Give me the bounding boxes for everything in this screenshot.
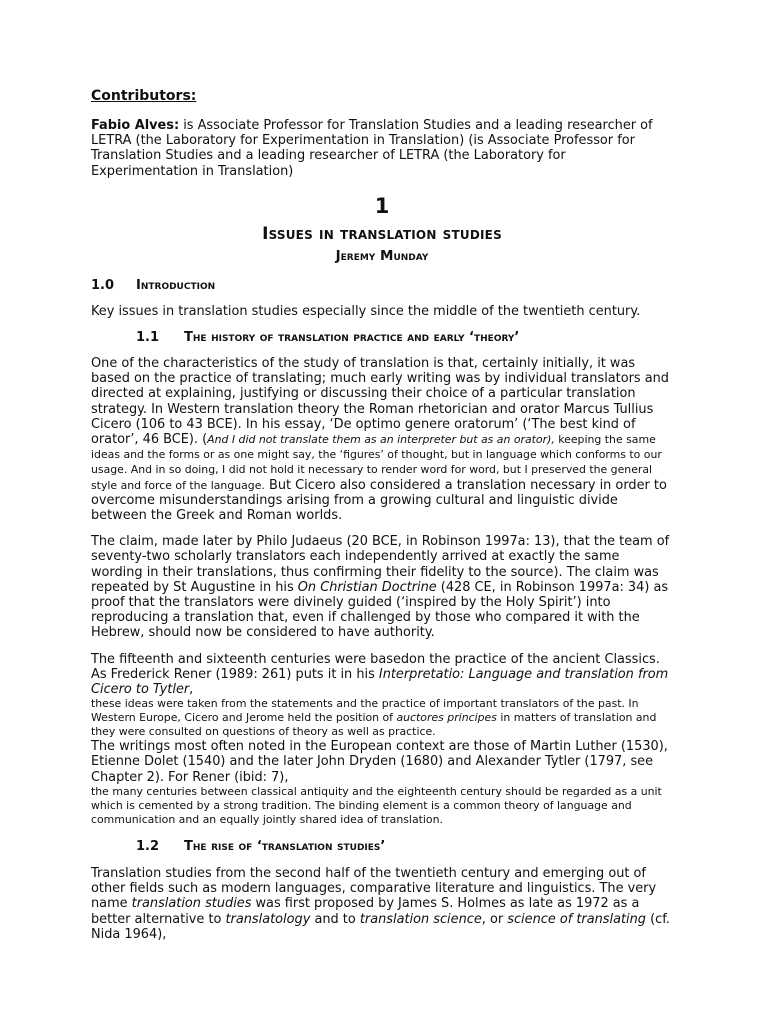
quote-text: keeping the same ideas and the forms or as one might say, the ‘figures’ of thought, but in language which conforms to our usage. And in so doing, I did not hold it necessary to render word for word, but I preserved the general style and force of the language. bbox=[91, 433, 662, 492]
paragraph-cicero bbox=[91, 356, 673, 523]
block-quote-rener bbox=[91, 697, 673, 739]
quote-text: in matters of translation and they were consulted on questions of theory as well as practice. bbox=[91, 711, 657, 739]
chapter-author: Jeremy Munday bbox=[335, 247, 429, 264]
section-heading-1-2 bbox=[91, 838, 673, 855]
paragraph-text: But Cicero also considered a translation necessary in order to overcome misunderstandings arising from a growing cultural and linguistic divide between the Greek and Roman worlds. bbox=[91, 477, 667, 524]
quote-italic: And I did not translate them as an interpreter but as an orator), bbox=[207, 433, 555, 447]
section-heading-1-1 bbox=[91, 329, 673, 346]
block-quote-centuries: the many centuries between classical antiquity and the eighteenth century should be regarded as a unit which is cemented by a strong tradition. The binding element is a common theory of language and communication and an equally jointly shared idea of translation. bbox=[91, 784, 662, 826]
term-italic: translatology bbox=[225, 911, 311, 927]
paragraph-writings: The writings most often noted in the European context are those of Martin Luther (1530), Etienne Dolet (1540) and the later John Dryden (1680) and Alexander Tytler (1797, see Chapter 2). For Rener (ibid: 7), bbox=[91, 739, 668, 785]
section-title: Introduction bbox=[136, 277, 216, 293]
contributor-name: Fabio Alves: bbox=[91, 118, 180, 133]
term-italic: science of translating bbox=[507, 911, 646, 927]
book-title: Interpretatio: Language and translation from Cicero to Tytler bbox=[91, 666, 669, 698]
paragraph-text: (428 CE, in Robinson 1997a: 34) as proof that the translators were divinely guided (‘inspired by the Holy Spirit’) into reproducing a translation that, even if challenged by those who compared it with the Hebrew, should now be considered to have authority. bbox=[91, 579, 669, 641]
paragraph-text: and to bbox=[310, 911, 360, 927]
paragraph-text: , bbox=[189, 682, 194, 698]
section-number: 1.2 bbox=[136, 838, 160, 854]
paragraph-text: Translation studies from the second half of the twentieth century and emerging out of other fields such as modern languages, comparative literature and linguistics. The very name bbox=[91, 865, 657, 912]
quote-italic: auctores principes bbox=[396, 711, 497, 725]
chapter-title: Issues in translation studies bbox=[262, 223, 502, 244]
paragraph-text: (cf. Nida 1964), bbox=[91, 911, 670, 942]
document-page bbox=[91, 87, 673, 942]
term-italic: translation studies bbox=[131, 896, 252, 912]
section-number: 1.0 bbox=[91, 277, 115, 293]
paragraph-text: was first proposed by James S. Holmes as late as 1972 as a better alternative to bbox=[91, 896, 640, 927]
paragraph-philo bbox=[91, 534, 673, 640]
paragraph-text: The claim, made later by Philo Judaeus (20 BCE, in Robinson 1997a: 13), that the team of seventy-two scholarly translators each independently arrived at exactly the same wording in their translations, thus confirming their fidelity to the source). The claim was repeated by St Augustine in his bbox=[91, 534, 670, 595]
contributors-heading: Contributors: bbox=[91, 88, 197, 104]
contributor-entry bbox=[91, 118, 673, 179]
paragraph-translation-studies bbox=[91, 866, 673, 942]
term-italic: translation science bbox=[359, 911, 482, 927]
paragraph-text: One of the characteristics of the study of translation is that, certainly initially, it was based on the practice of translating; much early writing was by individual translators and directed at explaining, justifying or discussing their choice of a particular translation strategy. In Western translation theory the Roman rhetorician and orator Marcus Tullius Cicero (106 to 43 BCE). In his essay, ‘De optimo genere oratorum’ (‘The best kind of orator’, 46 BCE). ( bbox=[91, 356, 669, 448]
section-heading-intro bbox=[91, 277, 673, 294]
section-number: 1.1 bbox=[136, 330, 160, 346]
book-title: On Christian Doctrine bbox=[297, 579, 437, 595]
paragraph-text: , or bbox=[481, 911, 508, 927]
section-title: The history of translation practice and early ‘theory’ bbox=[184, 330, 520, 346]
section-title: The rise of ‘translation studies’ bbox=[184, 838, 386, 854]
chapter-number: 1 bbox=[374, 193, 390, 218]
quote-text: these ideas were taken from the statements and the practice of important translators of the past. In Western Europe, Cicero and Jerome held the position of bbox=[91, 697, 639, 725]
paragraph-text: The fifteenth and sixteenth centuries were basedon the practice of the ancient Classics. As Frederick Rener (1989: 261) puts it in his bbox=[91, 651, 660, 682]
contributor-bio: is Associate Professor for Translation Studies and a leading researcher of LETRA (the Laboratory for Experimentation in Translation) (is Associate Professor for Translation Studies and a leading researcher of LETRA (the Laboratory for Experimentation in Translation) bbox=[91, 118, 653, 179]
paragraph-rener bbox=[91, 652, 673, 698]
intro-paragraph: Key issues in translation studies especially since the middle of the twentieth century. bbox=[91, 303, 641, 319]
